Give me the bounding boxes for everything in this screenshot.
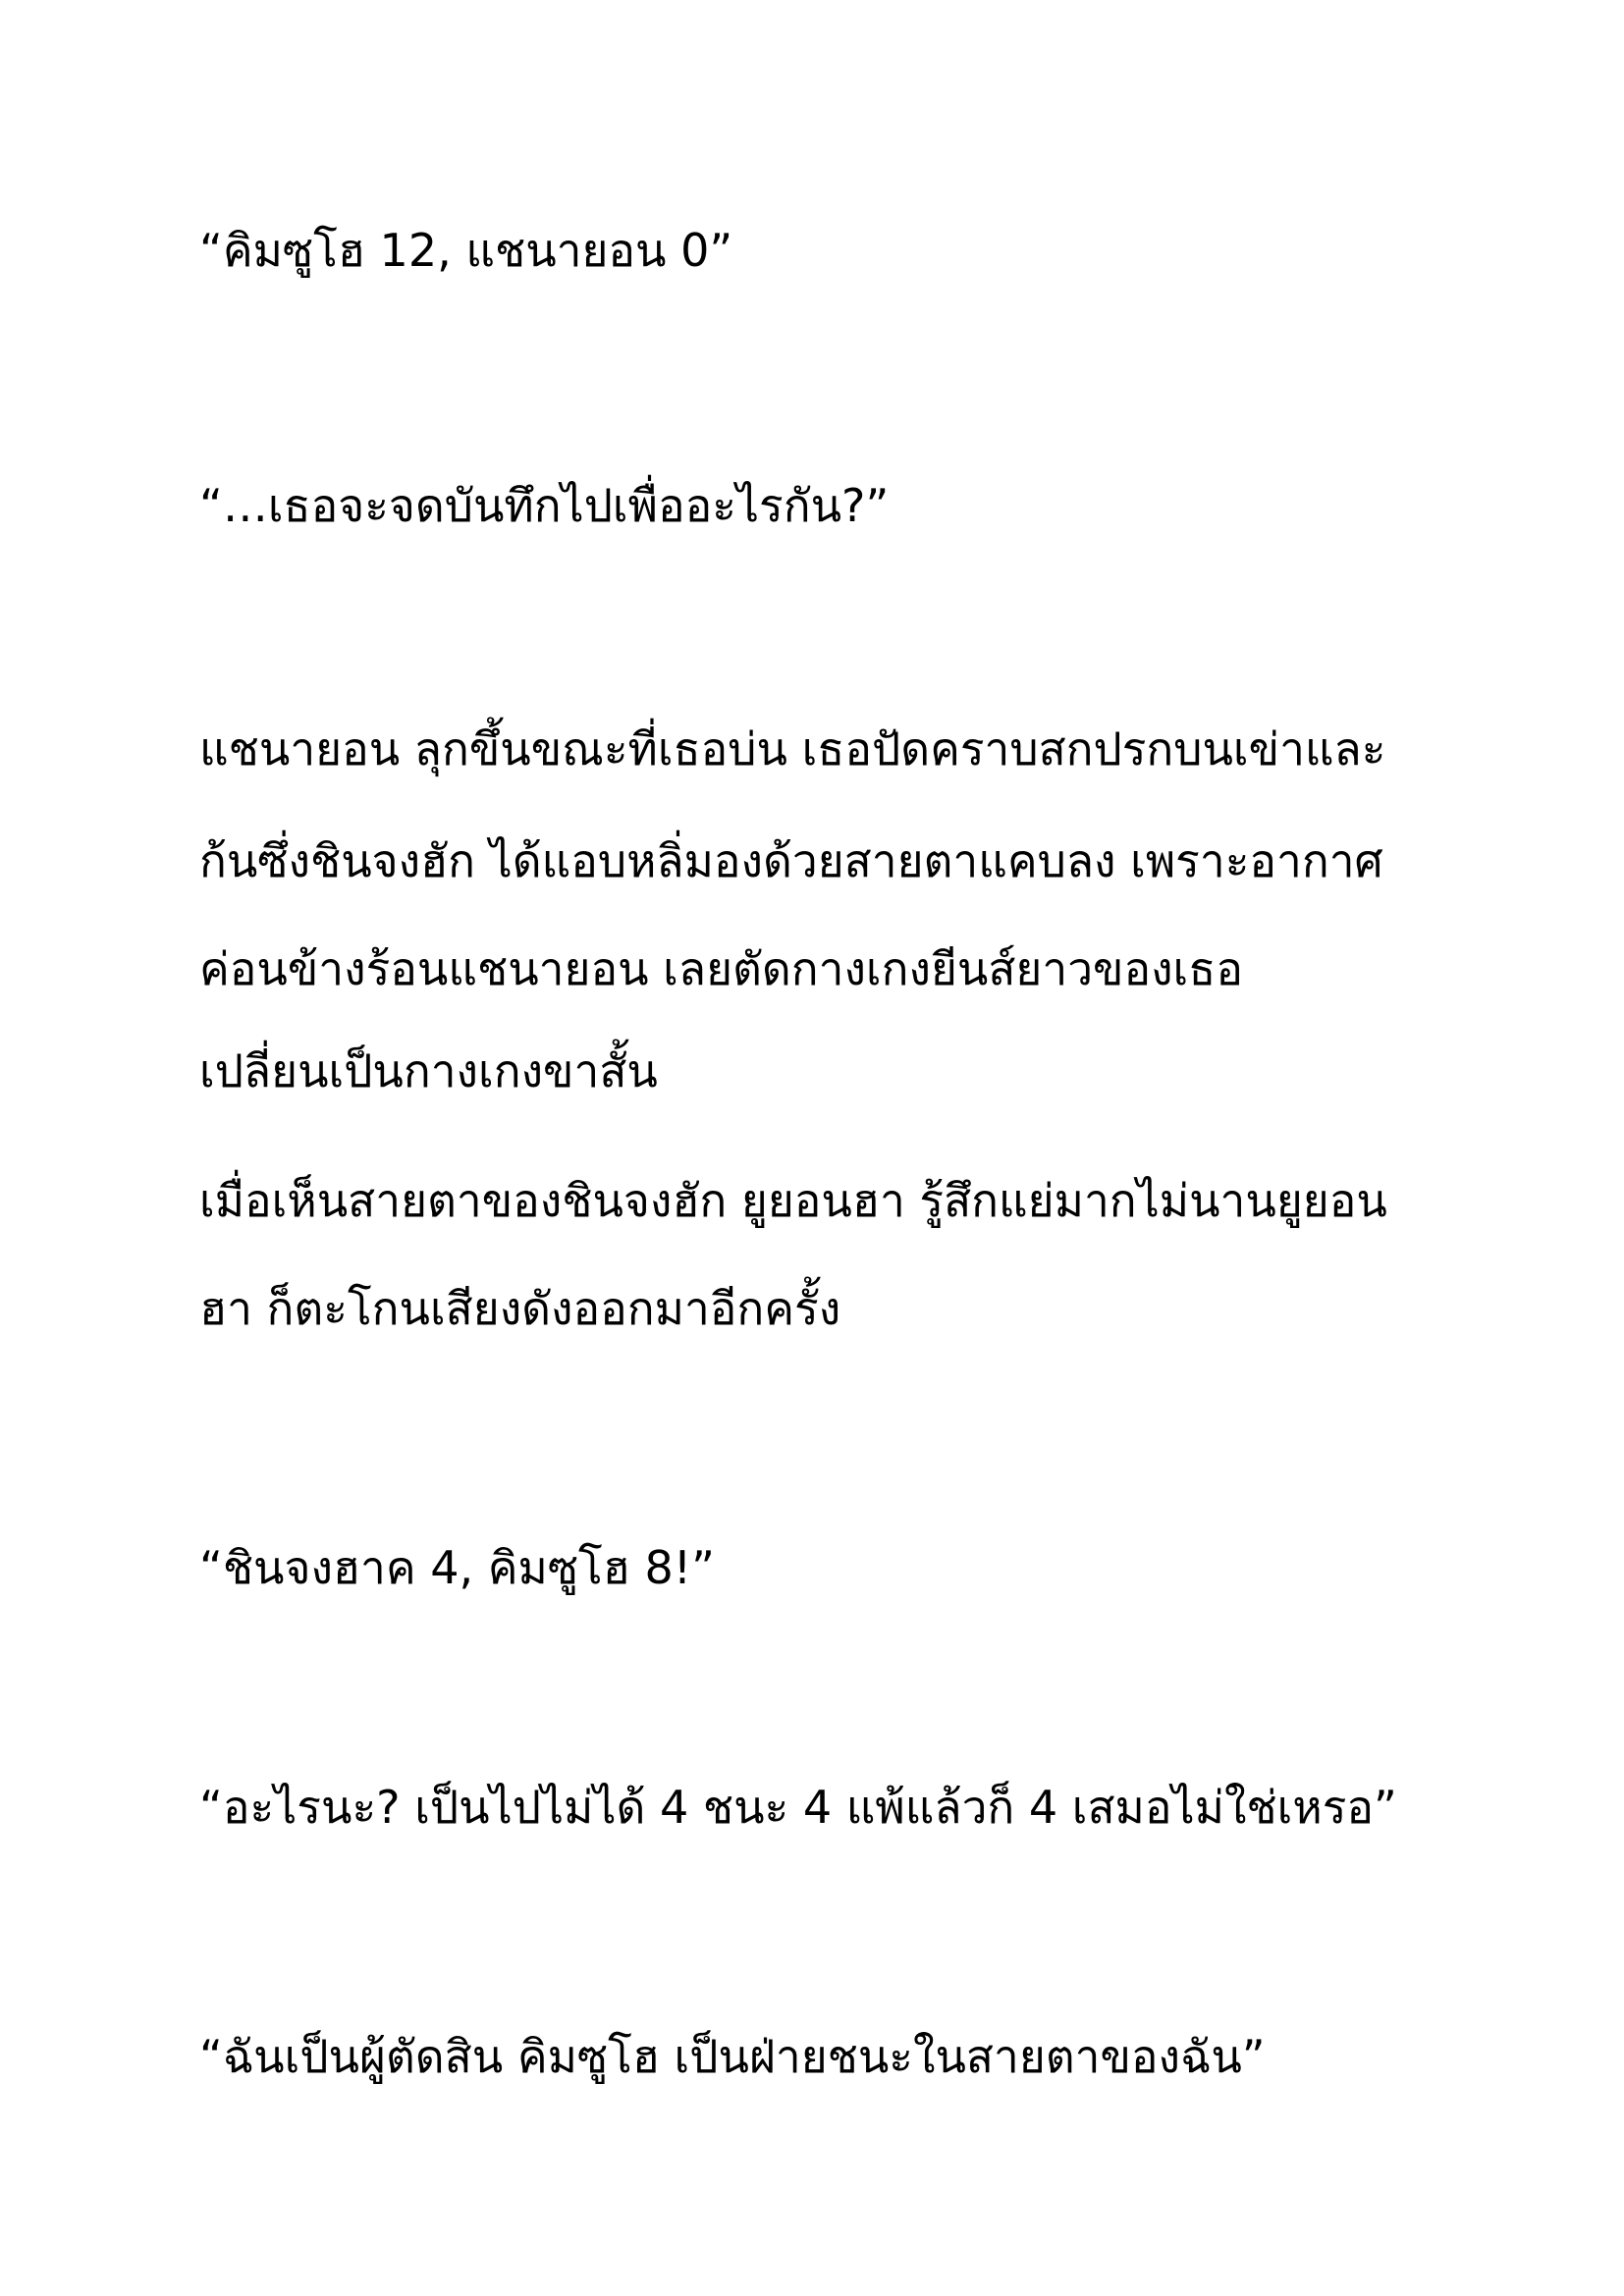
paragraph-line: เปลี่ยนเป็นกางเกงขาสั้น xyxy=(199,1044,658,1097)
paragraph-line: แชนายอน ลุกขึ้นขณะที่เธอบ่น เธอปัดคราบสกปรกบนเข่าและ xyxy=(199,722,1386,775)
paragraph-line: “…เธอจะจดบันทึกไปเพื่ออะไรกัน?” xyxy=(199,479,890,532)
paragraph-line: ฮา ก็ตะโกนเสียงดังออกมาอีกครั้ง xyxy=(199,1282,841,1335)
paragraph-line: “อะไรนะ? เป็นไปไม่ได้ 4 ชนะ 4 แพ้แล้วก็ 4 เสมอไม่ใช่เหรอ” xyxy=(199,1781,1397,1834)
paragraph-line: ก้นซึ่งชินจงฮัก ได้แอบหลิ่มองด้วยสายตาแคบลง เพราะอากาศ xyxy=(199,834,1383,887)
paragraph-line: “ชินจงฮาค 4, คิมซูโฮ 8!” xyxy=(199,1541,715,1594)
paragraph-line: “ฉันเป็นผู้ตัดสิน คิมซูโฮ เป็นฝ่ายชนะในสายตาของฉัน” xyxy=(199,2030,1266,2083)
paragraph-line: “คิมซูโฮ 12, แชนายอน 0” xyxy=(199,224,733,277)
paragraph-line: ค่อนข้างร้อนแชนายอน เลยตัดกางเกงยีนส์ยาวของเธอ xyxy=(199,942,1243,995)
paragraph-line: เมื่อเห็นสายตาของชินจงฮัก ยูยอนฮา รู้สึกแย่มากไม่นานยูยอน xyxy=(199,1174,1387,1227)
